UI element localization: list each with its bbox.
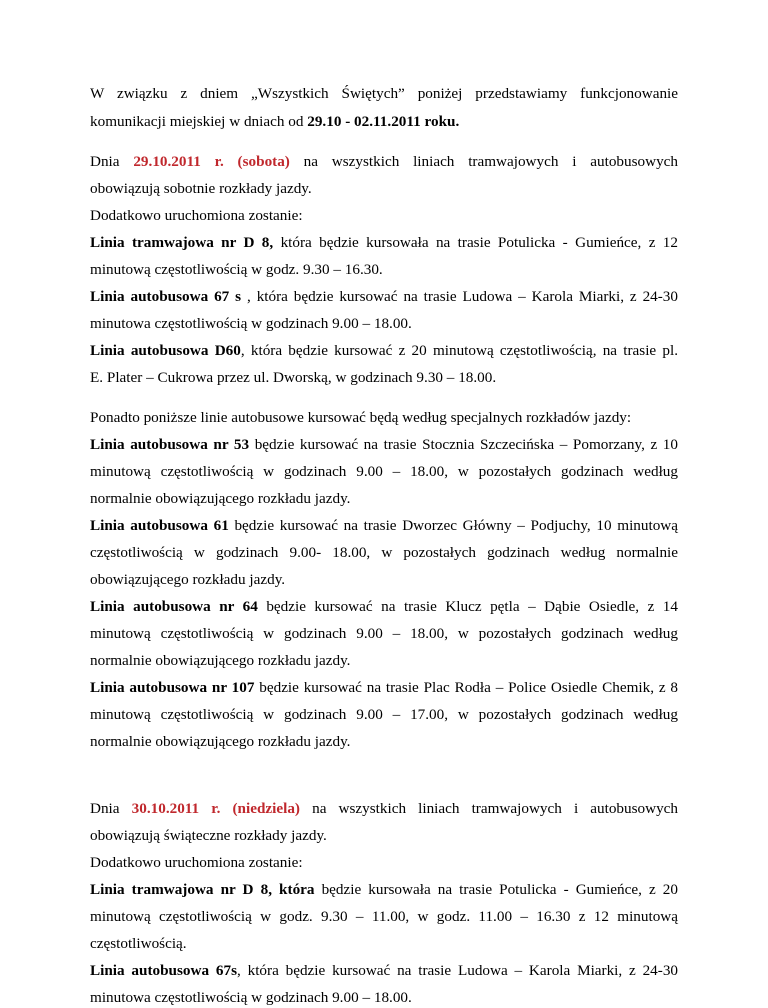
saturday-date: 29.10.2011 r. (sobota) [133, 153, 290, 170]
sun-item-1-line-1 [90, 880, 678, 900]
special-item-1-line-3 [90, 489, 678, 509]
sunday-prefix: Dnia [90, 800, 132, 817]
line-text: , która będzie kursować na trasie Ludowa – Karola Miarki, z 24-30 [237, 962, 679, 979]
special-item-4-line-2 [90, 705, 678, 725]
intro-line-2 [90, 112, 678, 132]
line-text: normalnie obowiązującego rozkładu jazdy. [90, 733, 351, 750]
sunday-text: na wszystkich liniach tramwajowych i autobusowych [300, 800, 679, 817]
line-text: minutowa częstotliwością w godzinach 9.00 – 18.00. [90, 989, 412, 1006]
sat-item-1-line-1 [90, 233, 678, 253]
line-text: normalnie obowiązującego rozkładu jazdy. [90, 652, 351, 669]
line-text: będzie kursowała na trasie Potulicka - Gumieńce, z 20 [314, 881, 678, 898]
line-name: Linia autobusowa 67 s [90, 288, 242, 305]
sun-item-2-line-2 [90, 988, 678, 1008]
line-name: Linia tramwajowa nr D 8, [90, 234, 274, 251]
sunday-schedule: obowiązują świąteczne rozkłady jazdy. [90, 827, 327, 844]
special-heading-text: Ponadto poniższe linie autobusowe kursować będą według specjalnych rozkładów jazdy: [90, 409, 632, 426]
sat-item-3-line-2 [90, 368, 678, 388]
line-text: częstotliwością w godzinach 9.00- 18.00, w pozostałych godzinach według normalnie [90, 544, 678, 561]
line-name: Linia autobusowa 67s [90, 962, 237, 979]
sunday-date: 30.10.2011 r. (niedziela) [131, 800, 300, 817]
special-item-2-line-2 [90, 543, 678, 563]
line-text: częstotliwością. [90, 935, 187, 952]
sun-item-2-line-1 [90, 961, 678, 981]
line-text: będzie kursować na trasie Dworzec Główny – Podjuchy, 10 minutową [228, 517, 678, 534]
line-name: Linia autobusowa nr 64 [90, 598, 258, 615]
line-text: obowiązującego rozkładu jazdy. [90, 571, 286, 588]
special-item-3-line-3 [90, 651, 678, 671]
special-item-3-line-2 [90, 624, 678, 644]
sunday-line-1 [90, 799, 678, 819]
line-name: Linia autobusowa nr 53 [90, 436, 250, 453]
saturday-text: na wszystkich liniach tramwajowych [289, 153, 559, 170]
line-text: minutową częstotliwością w godz. 9.30 – 16.30. [90, 261, 383, 278]
line-name: Linia autobusowa D60 [90, 342, 241, 359]
line-text: będzie kursować na trasie Stocznia Szczecińska – Pomorzany, z 10 [249, 436, 678, 453]
intro-text-2: komunikacji miejskiej w dniach od [90, 113, 308, 130]
saturday-line-1 [90, 152, 678, 172]
sunday-line-2 [90, 826, 678, 846]
sat-item-2-line-1 [90, 287, 678, 307]
sun-item-1-line-3 [90, 934, 678, 954]
intro-line-1 [90, 84, 678, 104]
line-name: Linia tramwajowa nr D 8, która [90, 881, 315, 898]
line-text: E. Plater – Cukrowa przez ul. Dworską, w godzinach 9.30 – 18.00. [90, 369, 497, 386]
intro-text: W związku z dniem „Wszystkich Świętych” poniżej przedstawiamy funkcjonowanie [90, 85, 678, 102]
special-item-4-line-3 [90, 732, 678, 752]
special-item-1-line-2 [90, 462, 678, 482]
line-text: która będzie kursowała na trasie Potulicka - Gumieńce, z 12 [273, 234, 678, 251]
line-text: , która będzie kursować na trasie Ludowa – Karola Miarki, z 24-30 [241, 288, 678, 305]
special-heading [90, 408, 678, 428]
saturday-schedule: obowiązują sobotnie rozkłady jazdy. [90, 180, 312, 197]
line-text: będzie kursować na trasie Klucz pętla – Dąbie Osiedle, z 14 [257, 598, 678, 615]
line-text: minutową częstotliwością w godzinach 9.00 – 18.00, w pozostałych godzinach według [90, 463, 678, 480]
saturday-prefix: Dnia [90, 153, 134, 170]
line-name: Linia autobusowa nr 107 [90, 679, 255, 696]
special-item-2-line-3 [90, 570, 678, 590]
special-item-1-line-1 [90, 435, 678, 455]
sunday-extra [90, 853, 678, 873]
sat-item-3-line-1 [90, 341, 678, 361]
saturday-extra [90, 206, 678, 226]
special-item-3-line-1 [90, 597, 678, 617]
saturday-line-2 [90, 179, 678, 199]
line-name: Linia autobusowa 61 [90, 517, 229, 534]
sat-item-1-line-2 [90, 260, 678, 280]
intro-dates: 29.10 - 02.11.2011 roku. [307, 113, 460, 130]
special-item-2-line-1 [90, 516, 678, 536]
sunday-extra-text: Dodatkowo uruchomiona zostanie: [90, 854, 303, 871]
sat-item-2-line-2 [90, 314, 678, 334]
saturday-text-2: i autobusowych [572, 153, 678, 170]
line-text: minutową częstotliwością w godzinach 9.00 – 17.00, w pozostałych godzinach według [90, 706, 678, 723]
saturday-extra-text: Dodatkowo uruchomiona zostanie: [90, 207, 303, 224]
line-text: , która będzie kursować z 20 minutową częstotliwością, na trasie pl. [240, 342, 678, 359]
line-text: minutową częstotliwością w godz. 9.30 – 11.00, w godz. 11.00 – 16.30 z 12 minutową [90, 908, 678, 925]
line-text: minutową częstotliwością w godzinach 9.00 – 18.00, w pozostałych godzinach według [90, 625, 678, 642]
line-text: będzie kursować na trasie Plac Rodła – Police Osiedle Chemik, z 8 [254, 679, 678, 696]
special-item-4-line-1 [90, 678, 678, 698]
line-text: normalnie obowiązującego rozkładu jazdy. [90, 490, 351, 507]
sun-item-1-line-2 [90, 907, 678, 927]
line-text: minutowa częstotliwością w godzinach 9.00 – 18.00. [90, 315, 412, 332]
